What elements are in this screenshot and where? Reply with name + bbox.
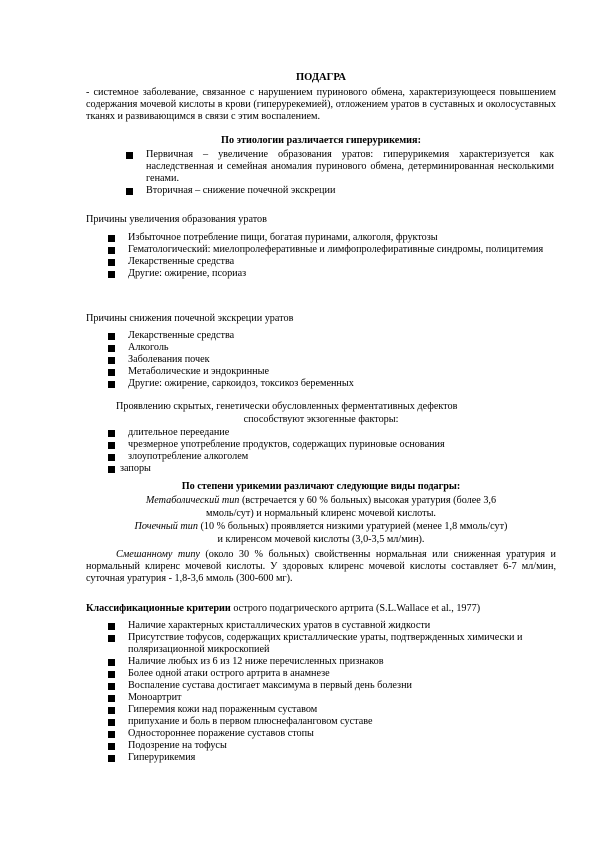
exogenous-note-line1: Проявлению скрытых, генетически обусловленных ферментативных дефектов xyxy=(116,401,458,412)
criteria-list xyxy=(108,620,548,764)
square-bullet-icon xyxy=(108,743,115,750)
list-item: Избыточное потребление пищи, богатая пуринами, алкоголя, фруктозы xyxy=(108,232,548,244)
list-item: Лекарственные средства xyxy=(108,256,548,268)
square-bullet-icon xyxy=(108,430,115,437)
square-bullet-icon xyxy=(108,623,115,630)
intro-paragraph: - системное заболевание, связанное с нарушением пуринового обмена, характеризующееся повышением содержания мочевой кислоты в крови (гиперурекемией), отложением уратов в суставных и околосуставных тканях и развивающимся в связи с этим воспалением. xyxy=(86,87,556,122)
list-item: Наличие характерных кристаллических уратов в суставной жидкости xyxy=(108,620,548,632)
list-item: Присутствие тофусов, содержащих кристаллические ураты, подтвержденных химически и поляризационной микроскопией xyxy=(108,632,548,656)
square-bullet-icon xyxy=(108,683,115,690)
formation-heading: Причины увеличения образования уратов xyxy=(86,214,267,225)
exogenous-note-line2: способствуют экзогенные факторы: xyxy=(243,414,399,425)
renal-type-line2: и клиренсом мочевой кислоты (3,0-3,5 мл/мин). xyxy=(217,534,425,545)
square-bullet-icon xyxy=(108,731,115,738)
list-item: Первичная – увеличение образования уратов: гиперурикемия характеризуется как наследственная и семейная аномалия пуринового обмена, детерминированная несколькими генами. xyxy=(126,149,554,185)
exogenous-factors-list xyxy=(108,427,548,475)
metabolic-type-line2: ммоль/сут) и нормальный клиренс мочевой кислоты. xyxy=(206,508,436,519)
list-item: Подозрение на тофусы xyxy=(108,740,548,752)
list-item: Наличие любых из 6 из 12 ниже перечисленных признаков xyxy=(108,656,548,668)
square-bullet-icon xyxy=(108,466,115,473)
square-bullet-icon xyxy=(108,357,115,364)
list-item: Гематологический: миелопролеферативные и лимфопролефиративные синдромы, полицитемия xyxy=(108,244,548,256)
document-title: ПОДАГРА xyxy=(296,72,346,83)
list-item: Гиперемия кожи над пораженным суставом xyxy=(108,704,548,716)
square-bullet-icon xyxy=(108,755,115,762)
list-item: длительное переедание xyxy=(108,427,548,439)
list-item: Метаболические и эндокринные xyxy=(108,366,548,378)
square-bullet-icon xyxy=(108,271,115,278)
square-bullet-icon xyxy=(126,152,133,159)
list-item: запоры xyxy=(108,463,548,475)
list-item: Заболевания почек xyxy=(108,354,548,366)
list-item: Гиперурикемия xyxy=(108,752,548,764)
types-heading: По степени урикемии различают следующие виды подагры: xyxy=(181,481,461,492)
etiology-heading: По этиологии различается гиперурикемия: xyxy=(221,135,421,146)
list-item: Лекарственные средства xyxy=(108,330,548,342)
list-item: Алкоголь xyxy=(108,342,548,354)
formation-list xyxy=(108,232,548,280)
square-bullet-icon xyxy=(108,235,115,242)
square-bullet-icon xyxy=(108,454,115,461)
criteria-heading: Классификационные критерии острого подагрического артрита (S.L.Wallace et al., 1977) xyxy=(86,603,481,614)
square-bullet-icon xyxy=(108,635,115,642)
excretion-heading: Причины снижения почечной экскреции уратов xyxy=(86,313,294,324)
metabolic-type-line1: Метаболический тип (встречается у 60 % больных) высокая уратурия (более 3,6 xyxy=(145,495,497,506)
square-bullet-icon xyxy=(108,442,115,449)
list-item: чрезмерное употребление продуктов, содержащих пуриновые основания xyxy=(108,439,548,451)
square-bullet-icon xyxy=(108,345,115,352)
excretion-list xyxy=(108,330,548,390)
square-bullet-icon xyxy=(108,369,115,376)
square-bullet-icon xyxy=(108,695,115,702)
square-bullet-icon xyxy=(108,671,115,678)
square-bullet-icon xyxy=(126,188,133,195)
list-item: Другие: ожирение, саркоидоз, токсикоз беременных xyxy=(108,378,548,390)
square-bullet-icon xyxy=(108,259,115,266)
list-item: Более одной атаки острого артрита в анамнезе xyxy=(108,668,548,680)
list-item: Воспаление сустава достигает максимума в первый день болезни xyxy=(108,680,548,692)
square-bullet-icon xyxy=(108,707,115,714)
list-item: Одностороннее поражение суставов стопы xyxy=(108,728,548,740)
list-item: Вторичная – снижение почечной экскреции xyxy=(126,185,554,197)
renal-type-line1: Почечный тип (10 % больных) проявляется низкими уратурией (менее 1,8 ммоль/сут) xyxy=(134,521,508,532)
square-bullet-icon xyxy=(108,719,115,726)
list-item: Другие: ожирение, псориаз xyxy=(108,268,548,280)
etiology-list xyxy=(126,149,554,197)
square-bullet-icon xyxy=(108,659,115,666)
square-bullet-icon xyxy=(108,381,115,388)
square-bullet-icon xyxy=(108,333,115,340)
mixed-type-paragraph: Смешанному типу (около 30 % больных) свойственны нормальная или сниженная уратурия и нормальный клиренс мочевой кислоты. У здоровых клиренс мочевой кислоты составляет 6-7 мл/мин, суточная уратурия - 1,8-3,6 ммоль (300-600 мг). xyxy=(86,549,556,584)
list-item: злоупотребление алкоголем xyxy=(108,451,548,463)
list-item: Моноартрит xyxy=(108,692,548,704)
list-item: припухание и боль в первом плюснефаланговом суставе xyxy=(108,716,548,728)
square-bullet-icon xyxy=(108,247,115,254)
